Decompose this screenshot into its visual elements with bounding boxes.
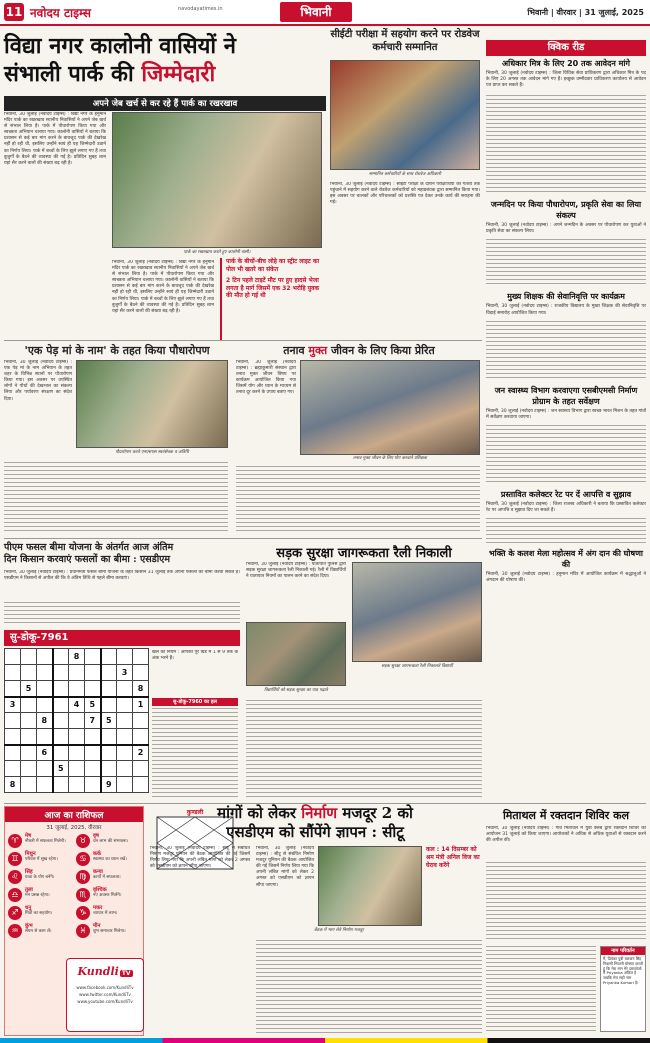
sudoku-cell: 3 <box>117 665 133 681</box>
cet-photo <box>330 60 480 170</box>
sudoku-cell <box>37 665 53 681</box>
zodiac-name: वृश्चिक <box>93 887 107 893</box>
tree-headline: 'एक पेड़ मां के नाम' के तहत किया पौधारोपण <box>24 344 210 357</box>
name-change-box <box>600 946 646 1032</box>
zodiac-prediction: शुभ समाचार मिलेगा। <box>93 929 126 935</box>
sudoku-cell <box>85 665 101 681</box>
quick-read-band: क्विक रीड <box>486 40 646 56</box>
sudoku-cell: 8 <box>5 777 21 793</box>
blood-filler-2 <box>486 946 596 1032</box>
kundli-logo <box>67 963 143 981</box>
qr-item3-title: मुख्य शिक्षक की सेवानिवृत्ति पर कार्यक्रम <box>507 292 625 302</box>
sudoku-cell <box>85 777 101 793</box>
sudoku-cell <box>5 681 21 697</box>
lead-subhead: अपने जेब खर्च से कर रहे हैं पार्क का रखरखाव <box>4 96 326 111</box>
zodiac-icon: ♋ <box>76 852 90 866</box>
nirman-filler <box>256 940 482 1034</box>
stress-headline-part1: तनाव <box>283 344 309 357</box>
rally-photo-2 <box>352 562 482 662</box>
blood-headline: मिताथल में रक्तदान शिविर कल <box>502 809 630 822</box>
sudoku-row <box>5 697 149 713</box>
sudoku-cell <box>21 665 37 681</box>
kundli-brand: Kundli <box>77 965 119 978</box>
sudoku-cell: 9 <box>101 777 117 793</box>
horoscope-text <box>93 834 128 845</box>
lead-body-col1: भिवानी, 30 जुलाई (नवोदय टाइम्स) : विद्या नगर के हनुमान मंदिर पार्क का रखरखाव स्थानीय निवासियों ने अपने जेब खर्च से संभाल लिया है। पार्क में पौधारोपण किया गया और स्वच्छता अभियान चलाया गया। कालोनी वासियों ने बताया कि प्रशासन से कई बार मांग करने के बावजूद पार्क की देखरेख नहीं हो रही थी, इसलिए उन्होंने स्वयं ही यह जिम्मेदारी उठाने का निर्णय लिया। पार्क में बच्चों के लिए झूले लगाए गए हैं तथा बुजुर्गों के बैठने की व्यवस्था की गई है। प्रतिदिन सुबह शाम यहां सैर करने वालों की संख्या बढ़ रही है। <box>4 112 106 166</box>
zodiac-name: वृष <box>93 833 99 839</box>
lead-headline-highlight: जिम्मेदारी <box>141 61 216 87</box>
sudoku-row <box>5 713 149 729</box>
kundli-box <box>66 958 144 1032</box>
zodiac-name: तुला <box>25 887 33 893</box>
sudoku-cell <box>21 729 37 745</box>
sudoku-row <box>5 649 149 665</box>
sudoku-cell <box>133 729 149 745</box>
divider <box>4 538 482 539</box>
page-number: 11 <box>5 5 23 19</box>
sudoku-cell: 4 <box>69 697 85 713</box>
section-name: भिवानी <box>280 2 352 22</box>
qr-item4-body: भिवानी, 30 जुलाई (नवोदय टाइम्स) : जन स्वास्थ्य विभाग द्वारा स्वच्छ भारत मिशन के तहत गांवों में सर्वेक्षण करवाया जाएगा। <box>486 408 646 420</box>
quick-read-column <box>486 58 646 630</box>
pmfby-headline-line1: पीएम फसल बीमा योजना के अंतर्गत आज अंतिम <box>4 542 174 553</box>
lead-bullet-2: 2 टिन पहले टाइटें मौट पर हुए हादसे भेजा लगता है मार्ग जिसमें एक 32 भरोहि युवक की मौत हो गई थी <box>226 277 320 299</box>
sudoku-cell: 3 <box>5 697 21 713</box>
zodiac-icon: ♏ <box>76 888 90 902</box>
kundli-social-3[interactable]: www.youtube.com/KundliTv <box>77 999 133 1004</box>
sudoku-cell <box>21 777 37 793</box>
sudoku-cell <box>69 681 85 697</box>
sudoku-label: सु <box>10 632 17 643</box>
sudoku-cell <box>101 697 117 713</box>
sudoku-cell: 5 <box>101 713 117 729</box>
sudoku-cell <box>21 761 37 777</box>
zodiac-icon: ♊ <box>8 852 22 866</box>
horoscope-text <box>93 924 126 935</box>
cet-body: भिवानी, 30 जुलाई (नवोदय टाइम्स) : सीईटी परीक्षा के दौरान परीक्षार्थियों को गंतव्य तक पहुंचाने में सहयोग करने वाले रोडवेज कर्मचारियों को महाप्रबंधक द्वारा सम्मानित किया गया। इस अवसर पर चालकों और परिचालकों को प्रशस्ति पत्र देकर उनके कार्य की सराहना की गई। <box>330 182 480 206</box>
horoscope-date: 31 जुलाई, 2025, वीरवार <box>46 825 102 831</box>
sudoku-cell: 5 <box>21 681 37 697</box>
lead-headline-line2: संभाली पार्क की <box>4 61 142 87</box>
date-line: भिवानी | वीरवार | 31 जुलाई, 2025 <box>527 8 644 17</box>
sudoku-cell <box>117 649 133 665</box>
tree-photo-caption: पौधारोपण करते एनएसएस स्वयंसेवक व अतिथि <box>115 450 189 455</box>
nirman-headline-part1: मांगों को लेकर <box>217 804 302 822</box>
lead-body-col2: भिवानी, 30 जुलाई (नवोदय टाइम्स) : विद्या नगर के हनुमान मंदिर पार्क का रखरखाव स्थानीय निवासियों ने अपने जेब खर्च से संभाल लिया है। पार्क में पौधारोपण किया गया और स्वच्छता अभियान चलाया गया। कालोनी वासियों ने बताया कि प्रशासन से कई बार मांग करने के बावजूद पार्क की देखरेख नहीं हो रही थी, इसलिए उन्होंने स्वयं ही यह जिम्मेदारी उठाने का निर्णय लिया। पार्क में बच्चों के लिए झूले लगाए गए हैं तथा बुजुर्गों के बैठने की व्यवस्था की गई है। प्रतिदिन सुबह शाम यहां सैर करने वालों की संख्या बढ़ रही है। <box>112 260 214 314</box>
sudoku-cell <box>53 777 69 793</box>
sudoku-cell <box>85 681 101 697</box>
sudoku-cell <box>85 745 101 761</box>
zodiac-name: कुंभ <box>25 923 33 929</box>
sudoku-header <box>4 630 240 646</box>
blood-filler <box>486 862 646 942</box>
qr-item4-title: जन स्वास्थ्य विभाग करवाएगा एसबीएमसी निर्माण प्रोग्राम के तहत सर्वेक्षण <box>494 385 638 406</box>
qr-item6-body: भिवानी, 30 जुलाई (नवोदय टाइम्स) : हनुमान मंदिर में आयोजित कार्यक्रम में श्रद्धालुओं ने अंगदान की घोषणा की। <box>486 572 646 584</box>
sudoku-answer-grid <box>152 708 238 798</box>
sudoku-cell: 1 <box>133 697 149 713</box>
sudoku-cell: 6 <box>37 745 53 761</box>
name-change-title: नाम परिवर्तन <box>601 947 645 955</box>
sudoku-cell <box>21 713 37 729</box>
qr-item5-filler <box>486 518 646 544</box>
horoscope-text <box>25 888 50 899</box>
sudoku-cell <box>85 729 101 745</box>
rally-headline: सड़क सुरक्षा जागरूकता रैली निकाली <box>276 546 452 561</box>
lead-photo <box>112 112 322 248</box>
qr-item4-filler <box>486 425 646 485</box>
name-change-body: मैं, प्रियंका पुत्री बलवान सिंह निवासी भिवानी घोषणा करती हूं कि मेरा नाम मेरे दस्तावेजों में Priyanka अंकित है जबकि मेरा सही नाम Priyanka Kumari है। <box>603 956 643 985</box>
horoscope-text <box>25 870 54 881</box>
sudoku-row <box>5 777 149 793</box>
sudoku-cell <box>69 729 85 745</box>
sudoku-cell <box>133 713 149 729</box>
sudoku-cell <box>101 681 117 697</box>
zodiac-prediction: नए अवसर मिलेंगे। <box>93 893 122 899</box>
zodiac-prediction: कार्यों में सफलता। <box>93 875 121 881</box>
sudoku-cell: 2 <box>133 745 149 761</box>
sudoku-cell <box>37 649 53 665</box>
zodiac-prediction: स्वास्थ्य का ध्यान रखें। <box>93 857 127 863</box>
sudoku-cell: 8 <box>37 713 53 729</box>
sudoku-cell <box>117 777 133 793</box>
sudoku-cell <box>53 665 69 681</box>
horoscope-item <box>76 924 140 938</box>
horoscope-title: आज का राशिफल <box>5 807 143 822</box>
sudoku-cell <box>85 761 101 777</box>
sudoku-row <box>5 681 149 697</box>
stress-photo <box>300 360 480 455</box>
sudoku-row <box>5 745 149 761</box>
sudoku-cell <box>69 745 85 761</box>
sudoku-row <box>5 665 149 681</box>
horoscope-text <box>93 906 117 917</box>
sudoku-cell <box>133 777 149 793</box>
zodiac-prediction: नौकरी में सफलता मिलेगी। <box>25 839 66 845</box>
rally-filler <box>246 700 482 800</box>
sudoku-cell <box>21 745 37 761</box>
sudoku-cell <box>37 697 53 713</box>
website: navodayatimes.in <box>178 6 223 12</box>
horoscope-item <box>76 834 140 848</box>
qr-item1-title: अधिकार मित्र के लिए 20 तक आवेदन मांगे <box>502 59 630 68</box>
sudoku-cell <box>117 729 133 745</box>
sudoku-cell <box>5 745 21 761</box>
stress-photo-caption: तनाव मुक्त जीवन के लिए योग करवाते प्रशिक्षक <box>353 456 427 461</box>
sudoku-row <box>5 729 149 745</box>
sudoku-grid-wrap <box>4 648 149 793</box>
stress-body: भिवानी, 30 जुलाई (नवोदय टाइम्स) : ब्रह्माकुमारी संस्थान द्वारा तनाव मुक्त जीवन विषय पर कार्यक्रम आयोजित किया गया जिसमें योग और ध्यान के माध्यम से तनाव दूर करने के उपाय बताए गए। <box>236 360 296 396</box>
horoscope-list <box>5 832 143 943</box>
horoscope-text <box>93 852 127 863</box>
tree-body: भिवानी, 30 जुलाई (नवोदय टाइम्स) : एक पेड़ मां के नाम अभियान के तहत शहर के विभिन्न स्थानों पर पौधारोपण किया गया। इस अवसर पर उपस्थित लोगों ने पौधों की देखभाल का संकल्प लिया और पर्यावरण संरक्षण का संदेश दिया। <box>4 360 72 402</box>
qr-item6-title: भक्ति के कलश मेला महोत्सव में अंग दान की घोषणा की <box>489 549 643 570</box>
zodiac-prediction: मित्रों का सहयोग। <box>25 911 53 917</box>
zodiac-icon: ♌ <box>8 870 22 884</box>
sudoku-cell <box>37 681 53 697</box>
sudoku-cell <box>37 729 53 745</box>
sudoku-hint: खेल का नियम : आपको पूरे ग्रिड में 1 से 9 तक के अंक भरने हैं। <box>152 650 238 662</box>
horoscope-item <box>8 906 72 920</box>
stress-filler <box>236 466 480 534</box>
horoscope-text <box>25 906 52 917</box>
nirman-body-col2: भिवानी, 30 जुलाई (नवोदय टाइम्स) : सीटू से संबंधित निर्माण मजदूर यूनियन की बैठक आयोजित की गई जिसमें निर्णय लिया गया कि अपनी लंबित मांगों को लेकर 2 अगस्त को एसडीएम को ज्ञापन सौंपा जाएगा। <box>256 846 314 888</box>
nirman-headline <box>150 804 480 842</box>
sudoku-row <box>5 761 149 777</box>
sudoku-cell <box>117 713 133 729</box>
kundli-social-1[interactable]: www.facebook.com/KundliTv <box>76 985 134 990</box>
sudoku-cell <box>69 665 85 681</box>
rally-body: भिवानी, 30 जुलाई (नवोदय टाइम्स) : यातायात पुलिस द्वारा सड़क सुरक्षा जागरूकता रैली निकाली गई। रैली में विद्यार्थियों ने यातायात नियमों का पालन करने का संदेश दिया। <box>246 562 346 580</box>
rally-photo2-caption: सड़क सुरक्षा जागरूकता रैली निकालते विद्यार्थी <box>381 664 453 669</box>
sudoku-cell <box>37 761 53 777</box>
kundli-chart-title: कुण्डली <box>186 809 204 816</box>
qr-item2-title: जन्मदिन पर किया पौधारोपण, प्रकृति सेवा का लिया संकल्प <box>490 200 642 221</box>
paper-name: नवोदय टाइम्स <box>30 6 92 20</box>
sudoku-cell <box>117 681 133 697</box>
zodiac-icon: ♑ <box>76 906 90 920</box>
zodiac-icon: ♉ <box>76 834 90 848</box>
sudoku-cell <box>53 713 69 729</box>
sudoku-cell <box>101 665 117 681</box>
color-registration-bar <box>0 1038 650 1043</box>
nirman-sidebar: कल : 14 दिसम्बर को श्रम मंत्री अनिल विज का घेराव करेंगे <box>426 846 480 869</box>
rally-photo1-caption: विद्यार्थियों को सड़क सुरक्षा का पाठ पढ़ाते <box>264 688 328 693</box>
zodiac-icon: ♎ <box>8 888 22 902</box>
qr-item5-body: भिवानी, 30 जुलाई (नवोदय टाइम्स) : जिला राजस्व अधिकारी ने बताया कि प्रस्तावित कलेक्टर रेट पर आपत्ति व सुझाव दिए जा सकते हैं। <box>486 501 646 513</box>
stress-headline <box>236 343 482 358</box>
pmfby-headline <box>4 542 240 566</box>
sudoku-cell <box>69 761 85 777</box>
sudoku-cell <box>53 649 69 665</box>
zodiac-prediction: मन प्रसन्न रहेगा। <box>25 893 50 899</box>
qr-item3-filler <box>486 321 646 381</box>
zodiac-prediction: धन लाभ की संभावना। <box>93 839 129 845</box>
horoscope-item <box>8 888 72 902</box>
sudoku-cell <box>21 697 37 713</box>
blood-body: भिवानी, 30 जुलाई (नवोदय टाइम्स) : गांव मिताथल में युवा क्लब द्वारा रक्तदान शिविर का आयोजन 31 जुलाई को किया जाएगा। आयोजकों ने अधिक से अधिक युवाओं से रक्तदान करने की अपील की। <box>486 826 646 844</box>
kundli-tv: TV <box>121 970 131 977</box>
sudoku-cell <box>53 729 69 745</box>
sudoku-cell: 8 <box>133 681 149 697</box>
zodiac-name: मिथुन <box>25 851 36 857</box>
horoscope-text <box>25 924 52 935</box>
zodiac-prediction: व्यापार में लाभ। <box>93 911 118 917</box>
page-header <box>0 0 650 26</box>
zodiac-name: धनु <box>25 905 32 911</box>
stress-headline-highlight: मुक्त <box>308 344 328 357</box>
sudoku-cell: 8 <box>69 649 85 665</box>
zodiac-icon: ♍ <box>76 870 90 884</box>
horoscope-item <box>76 852 140 866</box>
horoscope-item <box>8 834 72 848</box>
zodiac-name: मीन <box>93 923 101 929</box>
sudoku-title: -डोकू-7961 <box>16 632 69 643</box>
pmfby-headline-line2: दिन किसान करवाएं फसलों का बीमा : एसडीएम <box>4 554 171 565</box>
nirman-body: भिवानी, 30 जुलाई (नवोदय टाइम्स) : सीटू से संबंधित निर्माण मजदूर यूनियन की बैठक आयोजित की गई जिसमें निर्णय लिया गया कि अपनी लंबित मांगों को लेकर 2 अगस्त को एसडीएम को ज्ञापन सौंपा जाएगा। <box>150 846 250 870</box>
zodiac-prediction: यात्रा के योग बनेंगे। <box>25 875 55 881</box>
zodiac-name: सिंह <box>25 869 33 875</box>
pmfby-body: भिवानी, 30 जुलाई (नवोदय टाइम्स) : प्रधानमंत्री फसल बीमा योजना के तहत किसान 31 जुलाई तक अपनी फसलों का बीमा करवा सकते हैं। एसडीएम ने किसानों से अपील की कि वे अंतिम तिथि से पहले बीमा करवाएं। <box>4 570 240 582</box>
lead-bullet-box <box>220 258 324 340</box>
sudoku-cell <box>101 649 117 665</box>
zodiac-icon: ♓ <box>76 924 90 938</box>
kundli-social-2[interactable]: www.twitter.com/KundliTv <box>79 992 131 997</box>
zodiac-name: कर्क <box>93 851 101 857</box>
lead-headline <box>4 32 326 88</box>
qr-item1-filler <box>486 95 646 195</box>
zodiac-name: मकर <box>93 905 103 911</box>
sudoku-cell <box>85 649 101 665</box>
sudoku-cell <box>21 649 37 665</box>
sudoku-cell: 7 <box>85 713 101 729</box>
sudoku-cell <box>5 729 21 745</box>
sudoku-cell <box>101 729 117 745</box>
horoscope-text <box>93 888 121 899</box>
zodiac-prediction: संयम से काम लें। <box>25 929 52 935</box>
sudoku-cell <box>69 713 85 729</box>
sudoku-cell <box>133 665 149 681</box>
nirman-headline-line2: एसडीएम को सौंपेंगे ज्ञापन : सीटू <box>226 823 404 841</box>
qr-item2-filler <box>486 239 646 287</box>
sudoku-cell <box>53 681 69 697</box>
sudoku-cell <box>101 745 117 761</box>
sudoku-cell: 5 <box>53 761 69 777</box>
cet-headline: सीईटी परीक्षा में सहयोग करने पर रोडवेज कर्मचारी सम्मानित <box>330 29 480 53</box>
horoscope-item <box>8 870 72 884</box>
lead-bullet-1: पार्क के बीचों-बीच लोहे का स्ट्रीट लाइट का पोल भी खतरे का संकेत <box>226 258 320 273</box>
qr-item2-body: भिवानी, 30 जुलाई (नवोदय टाइम्स) : अपने जन्मदिन के अवसर पर पौधारोपण कर युवाओं ने प्रकृति सेवा का संकल्प लिया। <box>486 223 646 235</box>
nirman-photo <box>318 846 422 926</box>
horoscope-item <box>76 870 140 884</box>
sudoku-cell <box>101 761 117 777</box>
qr-item1-body: भिवानी, 30 जुलाई (नवोदय टाइम्स) : जिला विधिक सेवा प्राधिकरण द्वारा अधिकार मित्र के पद के लिए 20 अगस्त तक आवेदन मांगे गए हैं। इच्छुक उम्मीदवार प्राधिकरण कार्यालय से आवेदन पत्र प्राप्त कर सकते हैं। <box>486 71 646 89</box>
horoscope-item <box>76 906 140 920</box>
stress-headline-part2: जीवन के लिए किया प्रेरित <box>327 344 435 357</box>
sudoku-cell <box>53 697 69 713</box>
nirman-headline-highlight: निर्माण <box>301 804 338 822</box>
tree-filler <box>4 462 228 534</box>
sudoku-cell <box>117 761 133 777</box>
pmfby-filler <box>4 602 240 626</box>
sudoku-cell <box>5 761 21 777</box>
qr-item5-title: प्रस्तावित कलेक्टर रेट पर दें आपत्ति व सुझाव <box>500 489 632 499</box>
horoscope-item <box>8 852 72 866</box>
zodiac-icon: ♒ <box>8 924 22 938</box>
sudoku-cell <box>117 697 133 713</box>
zodiac-name: मेष <box>25 833 32 839</box>
zodiac-name: कन्या <box>93 869 103 875</box>
sudoku-cell <box>5 713 21 729</box>
lead-photo-caption: पार्क का रखरखाव करते हुए कालोनी वासी। <box>183 250 251 255</box>
sudoku-cell <box>133 649 149 665</box>
horoscope-item <box>8 924 72 938</box>
sudoku-cell <box>53 745 69 761</box>
horoscope-text <box>93 870 121 881</box>
nirman-headline-part2: मजदूर 2 को <box>337 804 413 822</box>
lead-headline-line1: विद्या नगर कालोनी वासियों ने <box>4 33 237 59</box>
sudoku-cell <box>69 777 85 793</box>
sudoku-cell <box>37 777 53 793</box>
horoscope-text <box>25 852 58 863</box>
sudoku-cell: 5 <box>85 697 101 713</box>
cet-photo-caption: सम्मानित कर्मचारियों के साथ रोडवेज अधिकारी <box>369 172 441 177</box>
sudoku-answer-title: सु-डोकू-7960 का हल <box>152 698 238 706</box>
zodiac-icon: ♈ <box>8 834 22 848</box>
nirman-photo-caption: बैठक में भाग लेते निर्माण मजदूर <box>314 928 364 933</box>
sudoku-grid <box>4 648 149 793</box>
rally-photo-1 <box>246 622 346 686</box>
zodiac-icon: ♐ <box>8 906 22 920</box>
horoscope-text <box>25 834 66 845</box>
qr-item3-body: भिवानी, 30 जुलाई (नवोदय टाइम्स) : राजकीय विद्यालय के मुख्य शिक्षक की सेवानिवृत्ति पर विदाई समारोह आयोजित किया गया। <box>486 304 646 316</box>
zodiac-prediction: परिवार में सुख रहेगा। <box>25 857 58 863</box>
sudoku-cell <box>5 665 21 681</box>
sudoku-cell <box>133 761 149 777</box>
sudoku-cell <box>5 649 21 665</box>
sudoku-cell <box>117 745 133 761</box>
divider <box>4 340 482 341</box>
tree-photo <box>76 360 228 448</box>
horoscope-item <box>76 888 140 902</box>
